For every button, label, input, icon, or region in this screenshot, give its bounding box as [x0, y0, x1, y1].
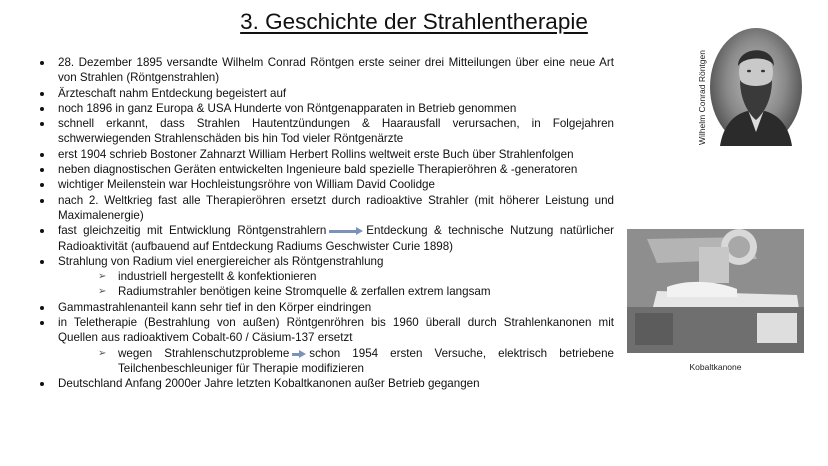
bullet-item: Strahlung von Radium viel energiereicher als Röntgenstrahlung: [36, 254, 614, 269]
bullet-text: schon 1954 ersten Versuche, elektrisch betriebene Teilchenbeschleuniger für Therapie modifizieren: [118, 346, 614, 375]
machine-figure: [627, 229, 804, 353]
bullet-text: wegen Strahlenschutzprobleme: [118, 346, 290, 360]
bullet-item: neben diagnostischen Geräten entwickelten Ingenieure bald spezielle Therapieröhren & -generatoren: [36, 162, 614, 177]
sub-bullet-item: [36, 346, 614, 377]
bullet-text: fast gleichzeitig mit Entwicklung Röntgenstrahlern: [58, 224, 327, 238]
sub-bullet-item: ➢ industriell hergestellt & konfektionieren: [36, 269, 614, 284]
bullet-item: erst 1904 schrieb Bostoner Zahnarzt William Herbert Rollins weltweit erste Buch über Strahlenfolgen: [36, 147, 614, 162]
bullet-item: in Teletherapie (Bestrahlung von außen) Röntgenröhren bis 1960 überall durch Strahlenkanonen mit Quellen aus radioaktivem Cobalt-60 / Cäsium-137 ersetzt: [36, 315, 614, 346]
bullet-text: Entdeckung & technische Nutzung natürlicher Radioaktivität (aufbauend auf Entdeckung Radiums Geschwister Curie 1898): [58, 224, 614, 253]
bullet-item: 28. Dezember 1895 versandte Wilhelm Conrad Röntgen erste seiner drei Mitteilungen über eine neue Art von Strahlen (Röntgenstrahlen): [36, 55, 614, 86]
portrait-figure: [710, 28, 802, 146]
bullet-item: [36, 223, 614, 254]
bullet-item: Ärzteschaft nahm Entdeckung begeistert auf: [36, 86, 614, 101]
bullet-item: noch 1896 in ganz Europa & USA Hunderte von Röntgenapparaten in Betrieb genommen: [36, 101, 614, 116]
sub-bullet-item: ➢ Radiumstrahler benötigen keine Stromquelle & zerfallen extrem langsam: [36, 284, 614, 299]
bullet-item: nach 2. Weltkrieg fast alle Therapieröhren ersetzt durch radioaktive Strahler (mit höherer Leistung und Maximalenergie): [36, 193, 614, 224]
roentgen-portrait-image: [710, 28, 802, 146]
bullet-item: Deutschland Anfang 2000er Jahre letzten Kobaltkanonen außer Betrieb gegangen: [36, 376, 614, 391]
machine-caption: Kobaltkanone: [689, 362, 742, 372]
bullet-item: schnell erkannt, dass Strahlen Hautentzündungen & Haarausfall verursachen, in Folgejahren schwerwiegenden Strahlenschäden bis hin Tod vieler Röntgenärzte: [36, 116, 614, 147]
bullet-list: [36, 55, 614, 392]
cobalt-cannon-image: [627, 229, 804, 353]
right-arrow-icon: [292, 351, 306, 357]
bullet-item: wichtiger Meilenstein war Hochleistungsröhre von William David Coolidge: [36, 177, 614, 192]
slide-title: 3. Geschichte der Strahlentherapie: [240, 9, 588, 34]
bullet-item: Gammastrahlenanteil kann sehr tief in den Körper eindringen: [36, 300, 614, 315]
right-arrow-icon: [329, 228, 363, 234]
portrait-caption-text: Wilhelm Conrad Röntgen: [697, 50, 707, 145]
